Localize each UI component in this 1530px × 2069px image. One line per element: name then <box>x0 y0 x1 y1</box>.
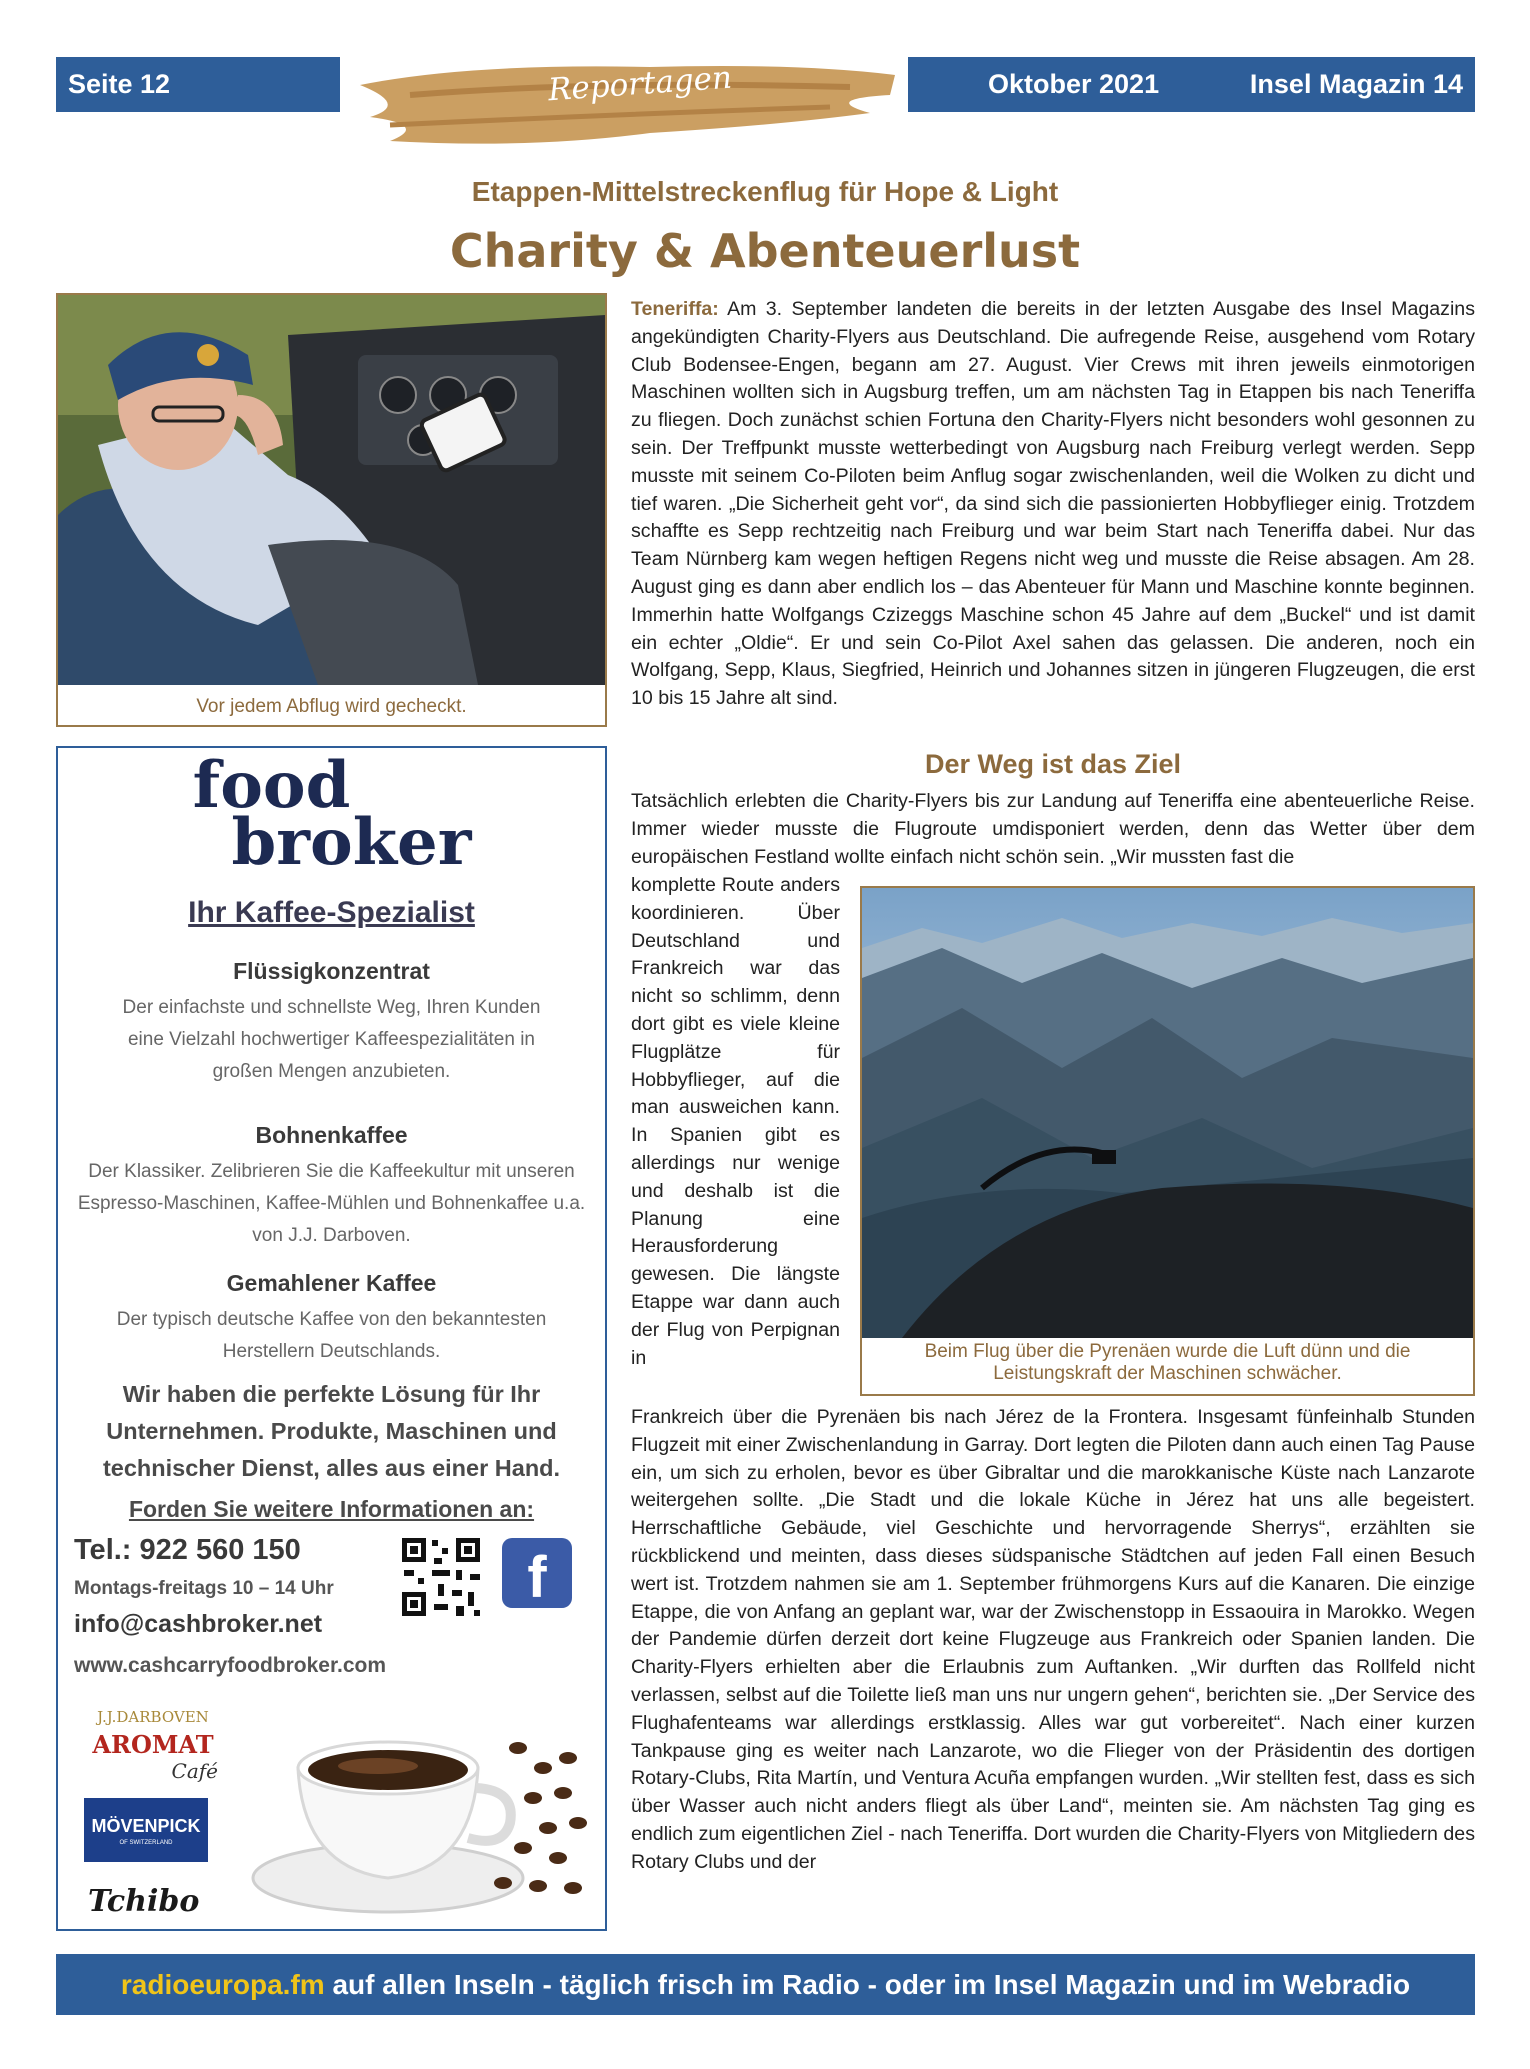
ad-hours: Montags-freitags 10 – 14 Uhr <box>74 1578 334 1599</box>
ad-product2-text: Der Klassiker. Zelibrieren Sie die Kaffeekultur mit unseren Espresso-Maschinen, Kaffee-Mühlen und Bohnenkaffee u.a. von J.J. Darboven. <box>77 1161 586 1246</box>
ad-product3-text: Der typisch deutsche Kaffee von den bekanntesten Herstellern Deutschlands. <box>116 1309 547 1362</box>
article-paragraph-2-narrow-column: komplette Route anders koordinieren. Über Deutschland und Frankreich war das nicht so schlimm, denn dort gibt es viele kleine Flugplätze für Hobbyflieger, auf die man ausweichen kann. In Spanien gibt es allerdings nur wenige und deshalb ist die Planung eine Herausforderung gewesen. Die längste Etappe war dann auch der Flug von Perpignan in <box>631 874 840 1369</box>
ad-product1-title: Flüssigkonzentrat <box>233 958 430 984</box>
issue-name: Insel Magazin 14 <box>1249 69 1463 99</box>
section-label: Reportagen <box>546 59 734 109</box>
ad-website: www.cashcarryfoodbroker.com <box>74 1654 386 1677</box>
pilot-photo <box>56 293 607 727</box>
darboven-aromat-logo <box>78 1708 228 1783</box>
radio-footer-bar <box>56 1954 1475 2015</box>
facebook-glyph: f <box>527 1545 547 1610</box>
article-paragraph-2-intro: Tatsächlich erlebten die Charity-Flyers bis zur Landung auf Teneriffa eine abenteuerliche Reise. Immer wieder musste die Flugroute umdisponiert werden, denn das Wetter über dem europäischen Festland wollte einfach nicht schön sein. „Wir mussten fast die <box>631 790 1475 868</box>
ad-product1-text: Der einfachste und schnellste Weg, Ihren Kunden eine Vielzahl hochwertiger Kaffeespezialitäten in großen Mengen anzubieten. <box>122 997 541 1082</box>
moevenpick-logo <box>84 1798 208 1862</box>
article-headline: Charity & Abenteuerlust <box>449 224 1081 278</box>
ad-tagline: Ihr Kaffee-Spezialist <box>188 896 475 929</box>
issue-date: Oktober 2021 <box>988 69 1160 99</box>
ad-pitch: Wir haben die perfekte Lösung für Ihr Unternehmen. Produkte, Maschinen und technischer Dienst, alles aus einer Hand. <box>102 1381 561 1481</box>
foodbroker-advertisement <box>56 746 607 1931</box>
facebook-icon[interactable] <box>502 1538 572 1608</box>
moevenpick-sub: OF SWITZERLAND <box>119 1840 173 1846</box>
pyrenees-photo <box>860 886 1475 1396</box>
footer-radio-link[interactable]: radioeuropa.fm <box>120 1968 325 2000</box>
qr-code-icon <box>398 1534 484 1620</box>
page-number-bar <box>56 57 340 112</box>
article-subtitle: Etappen-Mittelstreckenflug für Hope & Light <box>471 176 1059 207</box>
ad-product2-title: Bohnenkaffee <box>255 1122 408 1148</box>
issue-bar <box>908 57 1475 112</box>
pilot-cockpit-image <box>58 295 605 685</box>
article-paragraph-1-text: Am 3. September landeten die bereits in der letzten Ausgabe des Insel Magazins angekündigten Charity-Flyers aus Deutschland. Die aufregende Reise, ausgehend vom Rotary Club Bodensee-Engen, begann am 27. August. Vier Crews mit ihren jeweils einmotorigen Maschinen wollten sich in Augsburg treffen, um am nächsten Tag in Etappen bis nach Teneriffa zu fliegen. Doch zunächst schien Fortuna den Charity-Flyers nicht besonders wohl gesonnen zu sein. Der Treffpunkt musste wetterbedingt von Augsburg nach Freiburg verlegt werden. Sepp musste mit seinem Co-Piloten beim Anflug sogar zwischenlanden, weil die Wolken zu dicht und tief waren. „Die Sicherheit geht vor“, da sind sich die passionierten Hobbyflieger einig. Trotzdem schaffte es Sepp rechtzeitig nach Freiburg und war beim Start nach Teneriffa dabei. Nur das Team Nürnberg kam wegen heftigen Regens nicht weg und musste die Reise absagen. Am 28. August ging es dann aber endlich los – das Abenteuer für Mann und Maschine konnte beginnen. Immerhin hatte Wolfgangs Czizeggs Maschine schon 45 Jahre auf dem „Buckel“ und ist damit ein echter „Oldie“. Er und sein Co-Pilot Axel sahen das gelassen. Die anderen, noch ein Wolfgang, Sepp, Klaus, Siegfried, Heinrich und Johannes sitzen in jüngeren Flugzeugen, die erst 10 bis 15 Jahre alt sind. <box>631 298 1475 710</box>
moevenpick-label: MÖVENPICK <box>91 1816 201 1836</box>
ad-email: info@cashbroker.net <box>74 1610 323 1638</box>
article-paragraph-2-rest: Frankreich über die Pyrenäen bis nach Jérez de la Frontera. Insgesamt fünfeinhalb Stunden Flugzeit mit einer Zwischenlandung in Garray. Dort legten die Piloten dann auch einen Tag Pause ein, um sich zu erholen, bevor es über Gibraltar und die marokkanische Küste nach Lanzarote weitergehen sollte. „Die Stadt und die lokale Küche in Jérez hat uns alle begeistert. Herrschaftliche Gebäude, viel Geschichte und hervorragende Sherrys“, erzählten sie rückblickend und meinten, dass dieses südspanische Städtchen auf jeden Fall einen Besuch wert ist. Trotzdem nahmen sie am 1. September frühmorgens Kurs auf die Kanaren. Die einzige Etappe, die von Anfang an geplant war, war der Zwischenstopp in Essaouira in Marokko. Wegen der Pandemie dürfen derzeit dort keine Flugzeuge aus Frankreich oder Spanien landen. Die Charity-Flyers erhielten aber die Erlaubnis zum Auftanken. „Wir durften das Rollfeld nicht verlassen, selbst auf die Toilette ließ man uns nur ungern gehen“, berichten sie. „Der Service des Flughafenteams war allerdings erstklassig. Alles war gut vorbereitet“. Nach einer kurzen Tankpause ging es weiter nach Lanzarote, wo die Flieger von der Präsidentin des dortigen Rotary-Clubs, Rita Martín, und Ventura Acuña empfangen wurden. „Wir stellten fest, dass es sich über Wasser auch nicht anders fliegt als über Land“, meinten sie. Am nächsten Tag ging es endlich zum eigentlichen Ziel - nach Teneriffa. Dort wurden die Charity-Flyers von Mitgliedern des Rotary Clubs und der <box>631 1406 1475 1873</box>
ad-logo-line1: food <box>192 748 351 823</box>
ad-call-to-action: Forden Sie weitere Informationen an: <box>128 1496 535 1522</box>
aromat-cafe-label: Café <box>171 1759 218 1783</box>
photo2-caption: Beim Flug über die Pyrenäen wurde die Luft dünn und die Leistungskraft der Maschinen schwächer. <box>924 1341 1411 1384</box>
article-paragraph-1 <box>631 296 1475 713</box>
aromat-label: AROMAT <box>92 1730 214 1759</box>
ad-phone: Tel.: 922 560 150 <box>74 1534 301 1566</box>
section-heading: Der Weg ist das Ziel <box>924 749 1182 779</box>
article-lead-place: Teneriffa: <box>631 298 719 320</box>
page-number: Seite 12 <box>68 69 171 99</box>
footer-text: auf allen Inseln - täglich frisch im Radio - oder im Insel Magazin und im Webradio <box>324 1968 1411 2000</box>
darboven-label: J.J.DARBOVEN <box>97 1708 209 1726</box>
tchibo-logo: Tchibo <box>88 1884 200 1919</box>
coffee-cup-icon <box>248 1708 598 1918</box>
pyrenees-flight-image <box>862 888 1473 1338</box>
ad-product3-title: Gemahlener Kaffee <box>226 1270 437 1296</box>
photo1-caption: Vor jedem Abflug wird gecheckt. <box>196 696 467 717</box>
ad-logo-line2: broker <box>231 805 472 880</box>
